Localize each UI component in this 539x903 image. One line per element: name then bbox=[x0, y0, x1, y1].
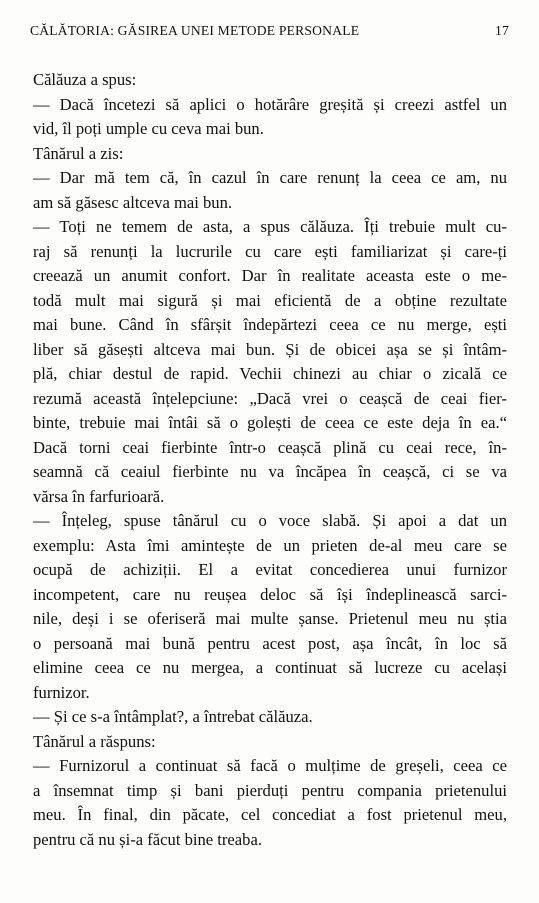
text-line: — Dar mă tem că, în cazul în care renunț la ceea ce am, nu bbox=[33, 168, 507, 188]
text-line: plă, chiar destul de rapid. Vechii chinezi au chiar o zicală ce bbox=[33, 364, 507, 384]
page-number: 17 bbox=[495, 23, 509, 38]
text-line: pentru că nu și-a făcut bine treaba. bbox=[33, 829, 262, 849]
text-line: — Toți ne temem de asta, a spus călăuza. Îți trebuie mult cu- bbox=[33, 217, 507, 237]
text-line: liber să găsești altceva mai bun. Și de obicei așa se și întâm- bbox=[33, 339, 507, 359]
text-line: — Dacă încetezi să aplici o hotărâre greșită și creezi astfel un bbox=[33, 94, 507, 114]
text-line: o persoană mai bună pentru acest post, așa încât, în loc să bbox=[33, 633, 507, 653]
text-line: Tânărul a zis: bbox=[33, 143, 124, 163]
text-line: ocupă de achiziții. El a evitat concedierea unui furnizor bbox=[33, 560, 507, 580]
text-line: Tânărul a răspuns: bbox=[33, 731, 156, 751]
text-line: nile, deși i se oferiseră mai multe șanse. Prietenul meu nu știa bbox=[33, 609, 507, 629]
text-line: — Și ce s-a întâmplat?, a întrebat călăuza. bbox=[33, 707, 313, 727]
text-line: Dacă torni ceai fierbinte într-o ceașcă plină cu ceai rece, în- bbox=[33, 437, 507, 457]
text-line: am să găsesc altceva mai bun. bbox=[33, 192, 233, 212]
text-line: binte, trebuie mai întâi să o golești de ceea ce este deja în ea.“ bbox=[33, 413, 507, 433]
body-text bbox=[33, 68, 507, 853]
text-line: Călăuza a spus: bbox=[33, 70, 137, 89]
chapter-title: CĂLĂTORIA: GĂSIREA UNEI METODE PERSONALE bbox=[30, 23, 360, 38]
text-line: rezumă această înțelepciune: „Dacă vrei o ceașcă de ceai fier- bbox=[33, 388, 507, 408]
text-line: exemplu: Asta îmi amintește de un prieten de-al meu care se bbox=[33, 535, 507, 555]
text-line: elimine ceea ce nu mergea, a continuat să lucreze cu același bbox=[33, 658, 507, 678]
text-line: raj să renunți la lucrurile cu care ești familiarizat și care-ți bbox=[33, 241, 507, 261]
text-line: a însemnat timp și bani pierduți pentru compania prietenului bbox=[33, 780, 507, 800]
text-line: meu. În final, din păcate, cel concediat a fost prietenul meu, bbox=[33, 805, 507, 825]
text-line: seamnă că ceaiul fierbinte nu va încăpea în ceașcă, ci se va bbox=[33, 462, 507, 482]
text-line: — Înțeleg, spuse tânărul cu o voce slabă. Și apoi a dat un bbox=[33, 511, 507, 531]
text-line: mai bune. Când în sfârșit îndepărtezi ceea ce nu merge, ești bbox=[33, 315, 507, 335]
running-head bbox=[30, 23, 509, 43]
text-line: todă mult mai sigură și mai eficientă de a obține rezultate bbox=[33, 290, 507, 310]
text-line: incompetent, care nu reușea deloc să își îndeplinească sarci- bbox=[33, 584, 507, 604]
text-line: vid, îl poți umple cu ceva mai bun. bbox=[33, 119, 264, 139]
text-line: vărsa în farfurioară. bbox=[33, 486, 165, 506]
text-line: furnizor. bbox=[33, 682, 90, 702]
text-line: creează un anumit confort. Dar în realitate aceasta este o me- bbox=[33, 266, 507, 286]
text-line: — Furnizorul a continuat să facă o mulțime de greșeli, ceea ce bbox=[33, 756, 507, 776]
